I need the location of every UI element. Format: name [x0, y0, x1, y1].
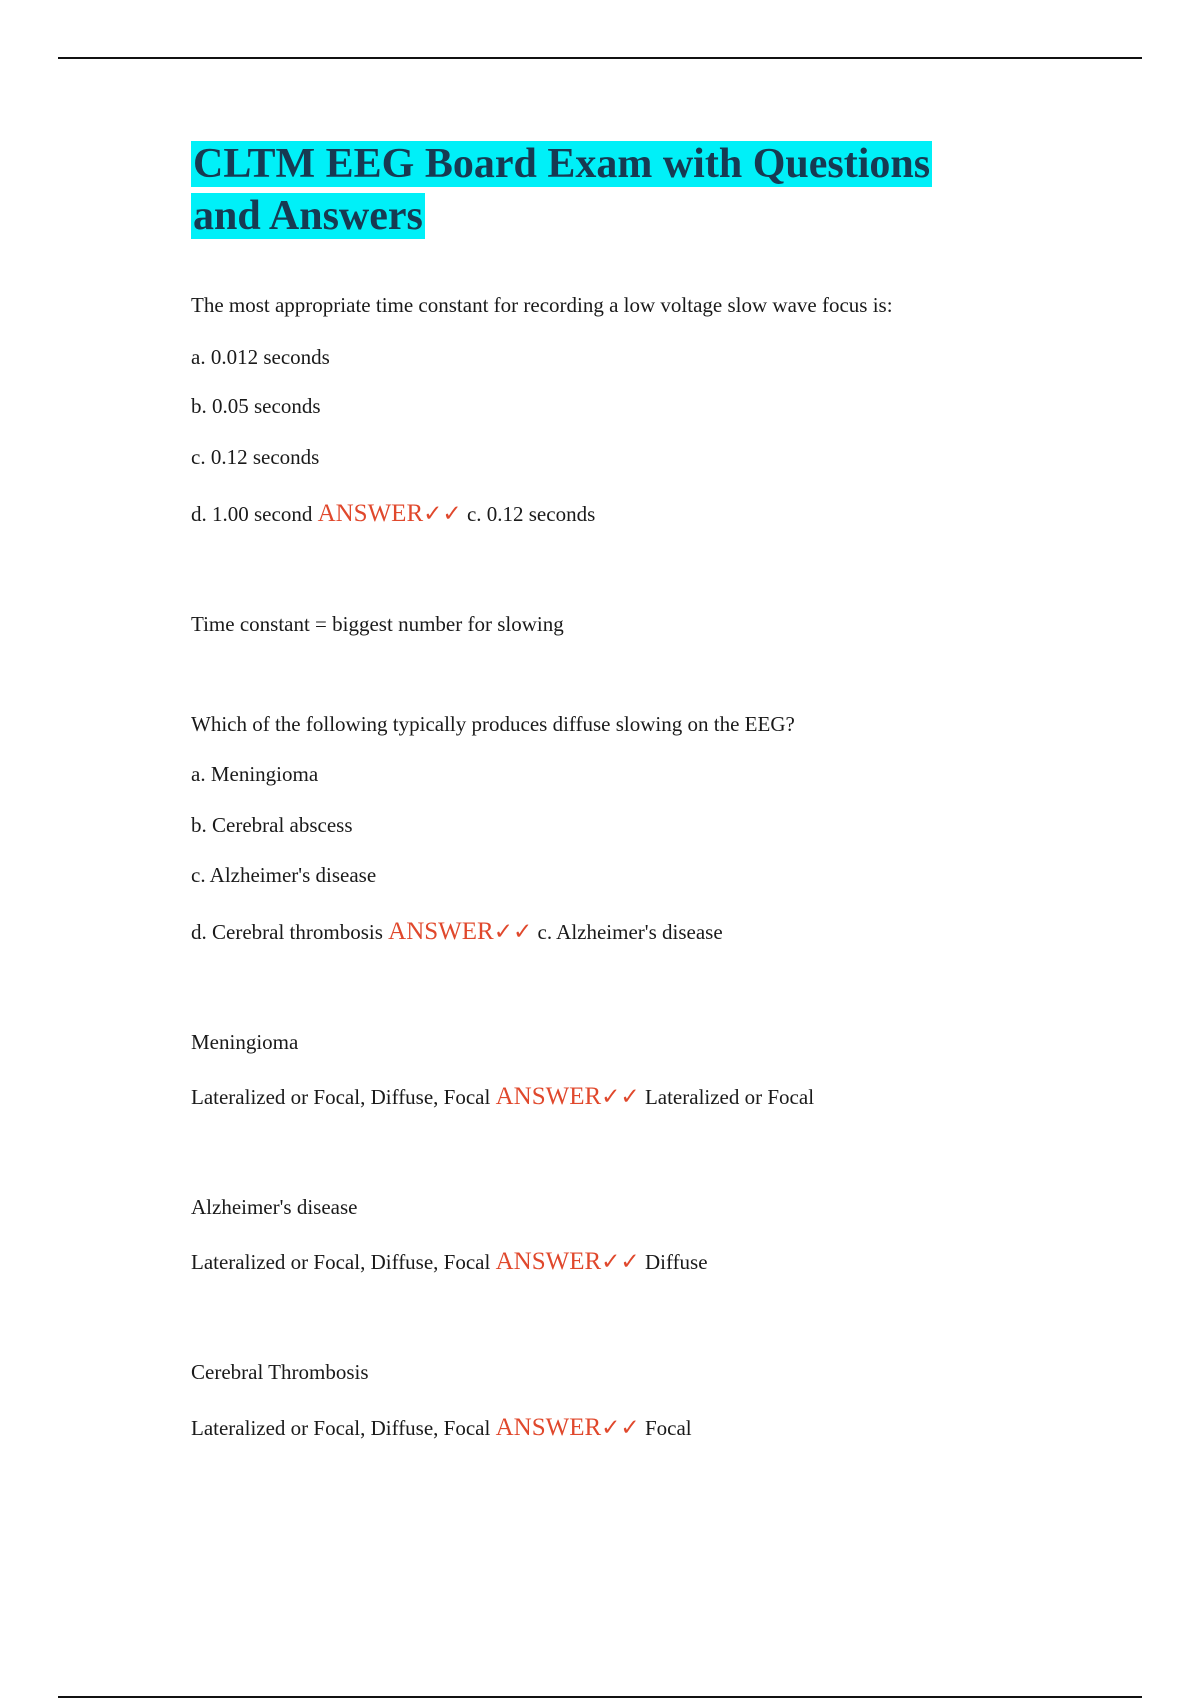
- top-rule: [58, 57, 1142, 59]
- q1-question: The most appropriate time constant for recording a low voltage slow wave focus is:: [191, 293, 893, 317]
- answer-label: ANSWER: [495, 1083, 602, 1110]
- q4-choices: Lateralized or Focal, Diffuse, Focal: [191, 1250, 491, 1274]
- q2-option-b: b. Cerebral abscess: [191, 813, 353, 837]
- q1-option-d: d. 1.00 second: [191, 502, 313, 526]
- q3-answer: Lateralized or Focal: [644, 1085, 815, 1109]
- answer-label: ANSWER: [495, 1414, 602, 1441]
- q5-answer-line: [191, 1414, 692, 1442]
- q4-term: Alzheimer's disease: [191, 1195, 358, 1219]
- checkmark-icon: ✓✓: [601, 1415, 640, 1440]
- page-title: [191, 138, 1011, 242]
- checkmark-icon: ✓✓: [493, 919, 533, 944]
- checkmark-icon: ✓✓: [601, 1249, 640, 1274]
- q1-note: Time constant = biggest number for slowing: [191, 612, 564, 636]
- q2-option-a: a. Meningioma: [191, 762, 319, 786]
- q2-option-c: c. Alzheimer's disease: [191, 863, 377, 887]
- q1-option-a: a. 0.012 seconds: [191, 345, 330, 369]
- checkmark-icon: ✓✓: [601, 1084, 640, 1109]
- q2-option-d: d. Cerebral thrombosis: [191, 920, 383, 944]
- bottom-rule: [58, 1696, 1142, 1698]
- q5-term: Cerebral Thrombosis: [191, 1360, 369, 1384]
- q1-option-c: c. 0.12 seconds: [191, 445, 320, 469]
- answer-label: ANSWER: [495, 1248, 602, 1275]
- q1-answer-line: [191, 500, 595, 528]
- q2-answer: c. Alzheimer's disease: [537, 920, 723, 944]
- q2-answer-line: [191, 918, 723, 946]
- answer-label: ANSWER: [388, 918, 494, 945]
- q5-choices: Lateralized or Focal, Diffuse, Focal: [191, 1416, 491, 1440]
- title-line-2: and Answers: [193, 193, 423, 239]
- q1-answer: c. 0.12 seconds: [466, 502, 596, 526]
- q3-answer-line: [191, 1083, 814, 1111]
- q1-option-b: b. 0.05 seconds: [191, 394, 321, 418]
- title-line-1: CLTM EEG Board Exam with Questions: [193, 141, 931, 187]
- q5-answer: Focal: [644, 1416, 692, 1440]
- q3-choices: Lateralized or Focal, Diffuse, Focal: [191, 1085, 491, 1109]
- checkmark-icon: ✓✓: [423, 501, 462, 526]
- q4-answer-line: [191, 1248, 708, 1276]
- answer-label: ANSWER: [317, 500, 424, 527]
- q4-answer: Diffuse: [644, 1250, 708, 1274]
- q3-term: Meningioma: [191, 1030, 299, 1054]
- document-title: [191, 138, 1011, 242]
- q2-question: Which of the following typically produces diffuse slowing on the EEG?: [191, 712, 795, 736]
